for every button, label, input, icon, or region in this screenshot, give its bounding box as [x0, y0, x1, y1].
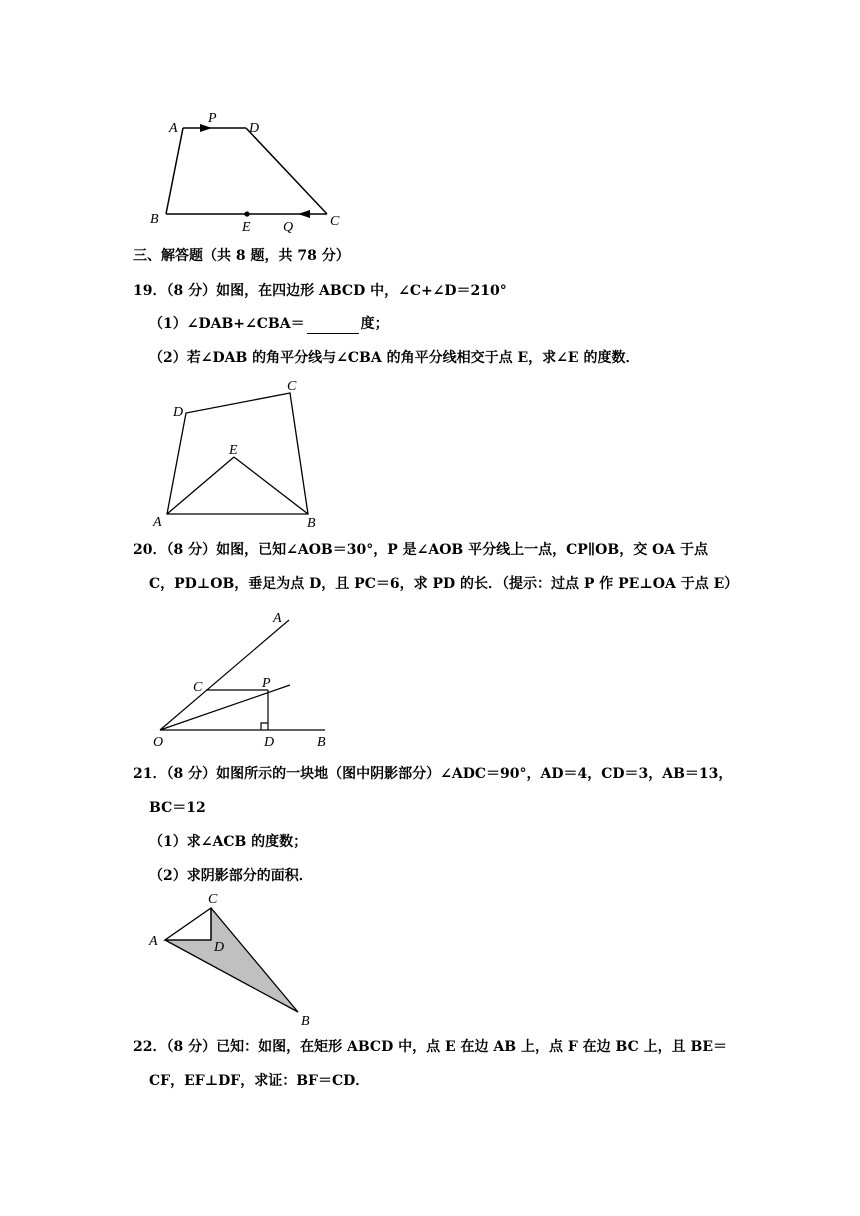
q22-line1: 22．（8 分）已知：如图，在矩形 ABCD 中，点 E 在边 AB 上，点 F 在边 BC 上，且 BE＝: [133, 1039, 727, 1055]
q19-part2: （2）若∠DAB 的角平分线与∠CBA 的角平分线相交于点 E，求∠E 的度数．: [149, 350, 640, 366]
label-b: B: [150, 212, 159, 227]
label-c: C: [208, 892, 218, 907]
q21-part1: （1）求∠ACB 的度数；: [149, 834, 308, 850]
label-c: C: [193, 680, 203, 695]
label-e: E: [229, 443, 238, 458]
label-d: D: [214, 940, 225, 955]
label-d: D: [249, 121, 260, 136]
q21-part2: （2）求阴影部分的面积．: [149, 868, 313, 884]
q19-part1-suffix: 度；: [360, 316, 389, 332]
label-e: E: [242, 220, 251, 235]
section-title: 三、解答题（共 8 题，共 78 分）: [133, 248, 350, 264]
shaded-region: [165, 908, 298, 1012]
label-a: A: [169, 121, 178, 136]
q22-line2: CF，EF⊥DF，求证：BF＝CD．: [149, 1073, 370, 1089]
label-b: B: [317, 735, 326, 750]
label-a: A: [273, 611, 282, 626]
label-p: P: [208, 111, 217, 126]
label-p: P: [262, 676, 271, 691]
q19-stem: 19．（8 分）如图，在四边形 ABCD 中，∠C+∠D＝210°: [133, 283, 507, 299]
q21-line1: 21．（8 分）如图所示的一块地（图中阴影部分）∠ADC＝90°，AD＝4，CD＝3，AB＝13，: [133, 766, 733, 782]
label-b: B: [307, 516, 316, 531]
label-a: A: [153, 515, 162, 530]
q21-line2: BC＝12: [149, 800, 206, 816]
label-a: A: [149, 934, 158, 949]
label-q: Q: [283, 220, 294, 235]
label-d: D: [173, 405, 184, 420]
q20-line2: C，PD⊥OB，垂足为点 D，且 PC＝6，求 PD 的长．（提示：过点 P 作 PE⊥OA 于点 E）: [149, 576, 739, 592]
label-d: D: [264, 735, 275, 750]
label-c: C: [330, 214, 340, 229]
q19-part1-prefix: （1）∠DAB+∠CBA＝: [149, 316, 305, 332]
label-c: C: [287, 379, 297, 394]
label-o: O: [153, 735, 164, 750]
label-b: B: [301, 1014, 310, 1029]
q20-line1: 20．（8 分）如图，已知∠AOB＝30°，P 是∠AOB 平分线上一点，CP∥OB，交 OA 于点: [133, 542, 709, 558]
